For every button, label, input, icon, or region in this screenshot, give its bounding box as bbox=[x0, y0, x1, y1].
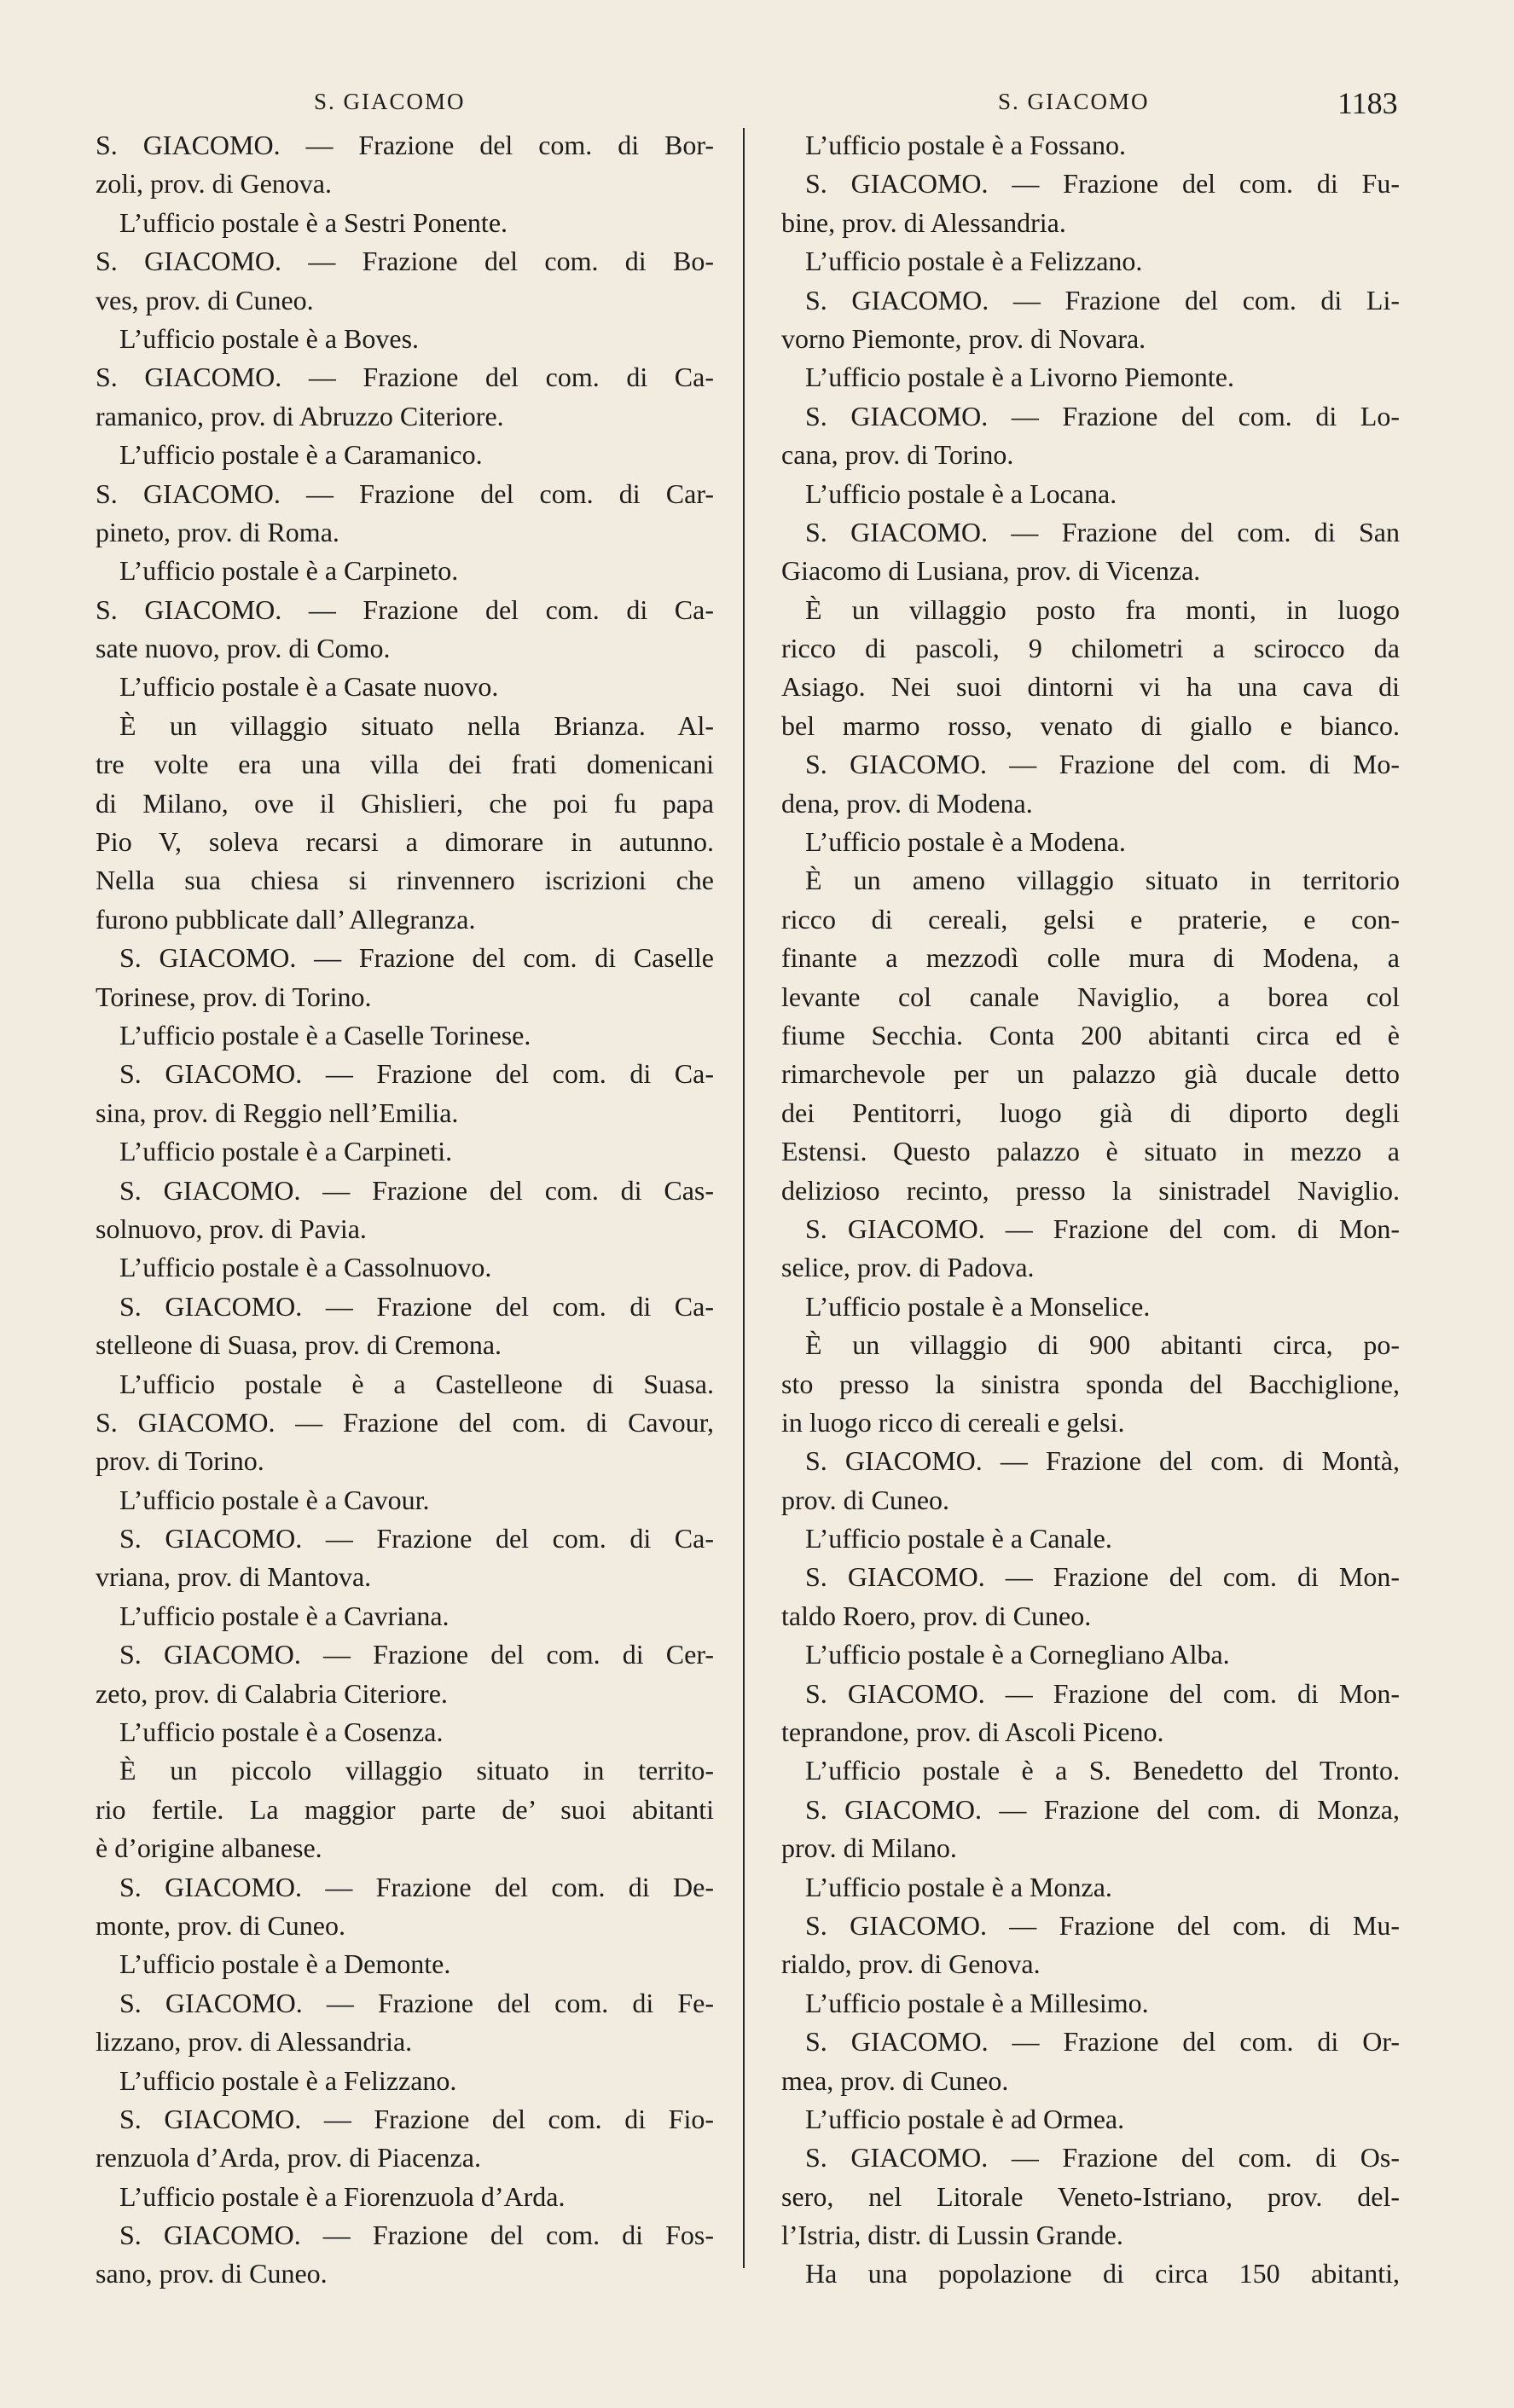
text-line: S. GIACOMO. — Frazione del com. di Fe- bbox=[119, 1987, 714, 2018]
text-line: è d’origine albanese. bbox=[96, 1832, 322, 1864]
text-line: Giacomo di Lusiana, prov. di Vicenza. bbox=[781, 555, 1201, 587]
text-line: Ha una popolazione di circa 150 abitanti, bbox=[805, 2258, 1400, 2289]
text-line: rio fertile. La maggior parte de’ suoi abitanti bbox=[96, 1793, 714, 1825]
text-line: L’ufficio postale è a Carpineti. bbox=[119, 1136, 453, 1167]
text-line: L’ufficio postale è a Fiorenzuola d’Arda. bbox=[119, 2180, 566, 2212]
text-line: selice, prov. di Padova. bbox=[781, 1252, 1035, 1283]
text-line: prov. di Milano. bbox=[781, 1832, 957, 1864]
text-line: È un villaggio di 900 abitanti circa, po- bbox=[805, 1329, 1400, 1361]
text-line: dena, prov. di Modena. bbox=[781, 787, 1033, 819]
text-line: sate nuovo, prov. di Como. bbox=[96, 633, 391, 664]
text-line: S. GIACOMO. — Frazione del com. di Ca- bbox=[96, 362, 714, 393]
text-line: S. GIACOMO. — Frazione del com. di Ca- bbox=[119, 1523, 714, 1554]
text-line: prov. di Torino. bbox=[96, 1445, 264, 1477]
text-line: sano, prov. di Cuneo. bbox=[96, 2258, 328, 2289]
text-line: S. GIACOMO. — Frazione del com. di Bo- bbox=[96, 246, 714, 277]
text-line: rialdo, prov. di Genova. bbox=[781, 1948, 1041, 1980]
text-line: S. GIACOMO. — Frazione del com. di Li- bbox=[805, 284, 1400, 315]
text-line: prov. di Cuneo. bbox=[781, 1484, 950, 1515]
text-line: S. GIACOMO. — Frazione del com. di Os- bbox=[805, 2142, 1400, 2174]
text-line: Nella sua chiesa si rinvennero iscrizioni che bbox=[96, 865, 714, 896]
text-line: ricco di cereali, gelsi e praterie, e con- bbox=[781, 903, 1400, 935]
text-line: vorno Piemonte, prov. di Novara. bbox=[781, 322, 1146, 354]
text-line: levante col canale Naviglio, a borea col bbox=[781, 981, 1400, 1012]
text-line: zoli, prov. di Genova. bbox=[96, 168, 332, 200]
text-line: pineto, prov. di Roma. bbox=[96, 516, 339, 547]
text-line: S. GIACOMO. — Frazione del com. di Cer- bbox=[119, 1639, 714, 1670]
text-line: L’ufficio postale è a Monza. bbox=[805, 1871, 1112, 1902]
text-line: L’ufficio postale è a Cavour. bbox=[119, 1484, 430, 1515]
text-line: S. GIACOMO. — Frazione del com. di Mon- bbox=[805, 1561, 1400, 1593]
text-line: sina, prov. di Reggio nell’Emilia. bbox=[96, 1097, 459, 1128]
text-line: S. GIACOMO. — Frazione del com. di De- bbox=[119, 1871, 714, 1902]
text-line: S. GIACOMO. — Frazione del com. di Fos- bbox=[119, 2220, 714, 2251]
text-line: L’ufficio postale è a Fossano. bbox=[805, 130, 1126, 160]
text-line: ves, prov. di Cuneo. bbox=[96, 284, 314, 315]
text-line: S. GIACOMO. — Frazione del com. di Caselle bbox=[119, 942, 714, 974]
text-line: L’ufficio postale è a Livorno Piemonte. bbox=[805, 362, 1234, 393]
text-line: cana, prov. di Torino. bbox=[781, 439, 1014, 471]
text-line: L’ufficio postale è a Cosenza. bbox=[119, 1716, 444, 1748]
text-line: di Milano, ove il Ghislieri, che poi fu papa bbox=[96, 787, 714, 819]
text-line: S. GIACOMO. — Frazione del com. di Cas- bbox=[119, 1174, 714, 1206]
text-line: S. GIACOMO. — Frazione del com. di Bor- bbox=[96, 130, 714, 160]
text-line: L’ufficio postale è a Felizzano. bbox=[805, 246, 1143, 277]
text-line: vriana, prov. di Mantova. bbox=[96, 1561, 372, 1593]
right-column bbox=[781, 126, 1400, 2294]
text-line: sto presso la sinistra sponda del Bacchiglione, bbox=[781, 1368, 1400, 1399]
text-line: S. GIACOMO. — Frazione del com. di Mon- bbox=[805, 1677, 1400, 1709]
text-line: monte, prov. di Cuneo. bbox=[96, 1909, 345, 1941]
text-line: dei Pentitorri, luogo già di diporto degli bbox=[781, 1097, 1400, 1128]
text-line: L’ufficio postale è a Carpineto. bbox=[119, 555, 459, 587]
text-line: L’ufficio postale è a Demonte. bbox=[119, 1948, 451, 1980]
text-line: L’ufficio postale è ad Ormea. bbox=[805, 2103, 1125, 2134]
running-header-right: S. GIACOMO bbox=[998, 89, 1150, 114]
text-line: L’ufficio postale è a Cornegliano Alba. bbox=[805, 1639, 1230, 1670]
text-line: S. GIACOMO. — Frazione del com. di Monza, bbox=[805, 1793, 1400, 1825]
text-line: teprandone, prov. di Ascoli Piceno. bbox=[781, 1716, 1164, 1748]
text-line: S. GIACOMO. — Frazione del com. di San bbox=[805, 516, 1400, 547]
text-line: L’ufficio postale è a Modena. bbox=[805, 826, 1126, 858]
text-line: sero, nel Litorale Veneto-Istriano, prov. del- bbox=[781, 2180, 1400, 2212]
text-line: stelleone di Suasa, prov. di Cremona. bbox=[96, 1329, 502, 1361]
text-line: L’ufficio postale è a Caselle Torinese. bbox=[119, 1019, 531, 1051]
text-line: S. GIACOMO. — Frazione del com. di Ca- bbox=[96, 593, 714, 625]
text-line: Asiago. Nei suoi dintorni vi ha una cava di bbox=[781, 671, 1400, 703]
text-line: L’ufficio postale è a Caramanico. bbox=[119, 439, 483, 471]
text-line: L’ufficio postale è a Cassolnuovo. bbox=[119, 1252, 492, 1283]
text-line: È un villaggio posto fra monti, in luogo bbox=[805, 593, 1400, 625]
text-line: L’ufficio postale è a Sestri Ponente. bbox=[119, 206, 508, 238]
text-line: Torinese, prov. di Torino. bbox=[96, 981, 372, 1012]
text-line: ricco di pascoli, 9 chilometri a scirocco da bbox=[781, 633, 1400, 664]
text-line: renzuola d’Arda, prov. di Piacenza. bbox=[96, 2142, 481, 2174]
text-line: delizioso recinto, presso la sinistradel Naviglio. bbox=[781, 1174, 1400, 1206]
text-line: taldo Roero, prov. di Cuneo. bbox=[781, 1600, 1092, 1631]
text-line: solnuovo, prov. di Pavia. bbox=[96, 1213, 367, 1244]
text-line: L’ufficio postale è a S. Benedetto del Tronto. bbox=[805, 1755, 1400, 1786]
text-line: L’ufficio postale è a Locana. bbox=[805, 478, 1117, 509]
text-line: tre volte era una villa dei frati domenicani bbox=[96, 749, 714, 780]
text-line: È un ameno villaggio situato in territorio bbox=[805, 865, 1400, 896]
text-line: È un villaggio situato nella Brianza. Al- bbox=[119, 709, 714, 741]
text-line: ramanico, prov. di Abruzzo Citeriore. bbox=[96, 400, 504, 431]
text-line: L’ufficio postale è a Monselice. bbox=[805, 1290, 1151, 1322]
text-line: S. GIACOMO. — Frazione del com. di Lo- bbox=[805, 400, 1400, 431]
left-column bbox=[96, 126, 714, 2294]
text-line: finante a mezzodì colle mura di Modena, a bbox=[781, 942, 1400, 974]
text-line: rimarchevole per un palazzo già ducale detto bbox=[781, 1058, 1400, 1090]
text-line: S. GIACOMO. — Frazione del com. di Fu- bbox=[805, 168, 1400, 200]
text-line: L’ufficio postale è a Cavriana. bbox=[119, 1600, 450, 1631]
text-line: zeto, prov. di Calabria Citeriore. bbox=[96, 1677, 448, 1709]
text-line: S. GIACOMO. — Frazione del com. di Montà, bbox=[805, 1445, 1400, 1477]
text-line: Estensi. Questo palazzo è situato in mezzo a bbox=[781, 1136, 1400, 1167]
text-line: È un piccolo villaggio situato in territo- bbox=[119, 1755, 714, 1786]
text-line: Pio V, soleva recarsi a dimorare in autunno. bbox=[96, 826, 714, 858]
text-line: L’ufficio postale è a Canale. bbox=[805, 1523, 1112, 1554]
running-header-left: S. GIACOMO bbox=[314, 89, 466, 114]
text-line: S. GIACOMO. — Frazione del com. di Cavour, bbox=[96, 1406, 714, 1438]
text-line: S. GIACOMO. — Frazione del com. di Fio- bbox=[119, 2103, 714, 2134]
text-line: l’Istria, distr. di Lussin Grande. bbox=[781, 2220, 1123, 2251]
text-line: lizzano, prov. di Alessandria. bbox=[96, 2026, 413, 2058]
text-line: S. GIACOMO. — Frazione del com. di Mu- bbox=[805, 1909, 1400, 1941]
text-line: mea, prov. di Cuneo. bbox=[781, 2064, 1009, 2096]
text-line: L’ufficio postale è a Casate nuovo. bbox=[119, 671, 499, 703]
text-line: S. GIACOMO. — Frazione del com. di Mo- bbox=[805, 749, 1400, 780]
text-line: S. GIACOMO. — Frazione del com. di Or- bbox=[805, 2026, 1400, 2058]
text-line: S. GIACOMO. — Frazione del com. di Mon- bbox=[805, 1213, 1400, 1244]
text-line: bine, prov. di Alessandria. bbox=[781, 206, 1066, 238]
text-line: L’ufficio postale è a Castelleone di Suasa. bbox=[119, 1368, 714, 1399]
text-line: S. GIACOMO. — Frazione del com. di Car- bbox=[96, 478, 714, 509]
text-line: S. GIACOMO. — Frazione del com. di Ca- bbox=[119, 1058, 714, 1090]
text-line: bel marmo rosso, venato di giallo e bianco. bbox=[781, 709, 1400, 741]
text-line: fiume Secchia. Conta 200 abitanti circa ed è bbox=[781, 1019, 1400, 1051]
text-line: L’ufficio postale è a Felizzano. bbox=[119, 2064, 457, 2096]
text-line: L’ufficio postale è a Boves. bbox=[119, 322, 420, 354]
text-line: in luogo ricco di cereali e gelsi. bbox=[781, 1406, 1125, 1438]
page-number: 1183 bbox=[1337, 86, 1398, 120]
column-divider bbox=[743, 128, 745, 2268]
text-line: L’ufficio postale è a Millesimo. bbox=[805, 1987, 1149, 2018]
text-line: S. GIACOMO. — Frazione del com. di Ca- bbox=[119, 1290, 714, 1322]
text-line: furono pubblicate dall’ Allegranza. bbox=[96, 903, 476, 935]
